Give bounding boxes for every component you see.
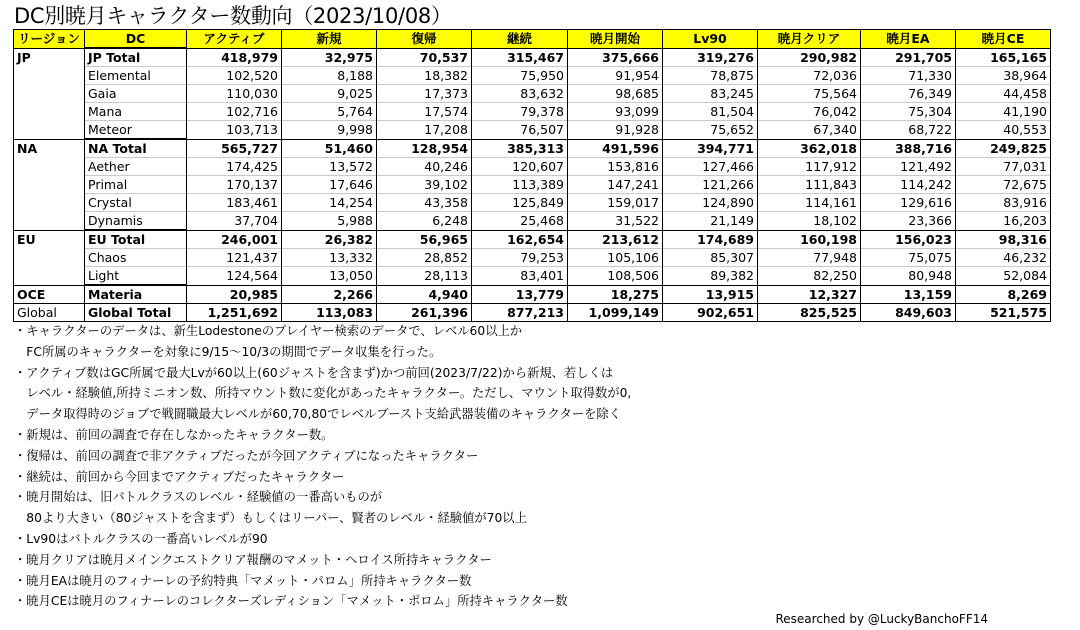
value-cell: 261,396 xyxy=(377,304,472,322)
dc-cell: NA Total xyxy=(85,139,187,158)
table-row xyxy=(14,158,1051,176)
table-row xyxy=(14,48,1051,67)
note-line: ・暁月EAは暁月のフィナーレの予約特典「マメット・パロム」所持キャラクター数 xyxy=(14,573,472,588)
dc-cell: Crystal xyxy=(85,194,187,212)
table-row xyxy=(14,212,1051,231)
value-cell: 113,389 xyxy=(472,176,568,194)
value-cell: 162,654 xyxy=(472,230,568,249)
note-line: ・キャラクターのデータは、新生Lodestoneのプレイヤー検索のデータで、レベル60以上か xyxy=(14,324,523,338)
value-cell: 18,102 xyxy=(758,212,861,231)
value-cell: 174,425 xyxy=(187,158,282,176)
value-cell: 79,378 xyxy=(472,103,568,121)
value-cell: 13,915 xyxy=(663,285,758,304)
value-cell: 12,327 xyxy=(758,285,861,304)
value-cell: 13,050 xyxy=(282,267,377,286)
region-cell: NA xyxy=(14,139,85,158)
dc-cell: Aether xyxy=(85,158,187,176)
value-cell: 68,722 xyxy=(861,121,956,140)
value-cell: 76,507 xyxy=(472,121,568,140)
value-cell: 13,572 xyxy=(282,158,377,176)
value-cell: 37,704 xyxy=(187,212,282,231)
value-cell: 127,466 xyxy=(663,158,758,176)
column-header: Lv90 xyxy=(663,30,758,49)
value-cell: 5,988 xyxy=(282,212,377,231)
value-cell: 76,042 xyxy=(758,103,861,121)
value-cell: 17,646 xyxy=(282,176,377,194)
region-cell xyxy=(14,194,85,212)
value-cell: 89,382 xyxy=(663,267,758,286)
value-cell: 13,159 xyxy=(861,285,956,304)
value-cell: 18,275 xyxy=(568,285,663,304)
table-header-row xyxy=(14,30,1051,49)
note-line: ・暁月開始は、旧バトルクラスのレベル・経験値の一番高いものが xyxy=(14,490,383,505)
column-header: リージョン xyxy=(14,30,85,49)
table-row xyxy=(14,230,1051,249)
value-cell: 362,018 xyxy=(758,139,861,158)
value-cell: 418,979 xyxy=(187,48,282,67)
value-cell: 83,916 xyxy=(956,194,1051,212)
value-cell: 103,713 xyxy=(187,121,282,140)
value-cell: 825,525 xyxy=(758,304,861,322)
column-header: アクティブ xyxy=(187,30,282,49)
value-cell: 159,017 xyxy=(568,194,663,212)
table-row xyxy=(14,194,1051,212)
value-cell: 91,928 xyxy=(568,121,663,140)
column-header: 暁月CE xyxy=(956,30,1051,49)
value-cell: 39,102 xyxy=(377,176,472,194)
dc-cell: Global Total xyxy=(85,304,187,322)
column-header: DC xyxy=(85,30,187,49)
dc-cell: Materia xyxy=(85,285,187,304)
value-cell: 93,099 xyxy=(568,103,663,121)
value-cell: 102,520 xyxy=(187,67,282,85)
value-cell: 91,954 xyxy=(568,67,663,85)
value-cell: 521,575 xyxy=(956,304,1051,322)
column-header: 復帰 xyxy=(377,30,472,49)
value-cell: 56,965 xyxy=(377,230,472,249)
value-cell: 290,982 xyxy=(758,48,861,67)
value-cell: 31,522 xyxy=(568,212,663,231)
value-cell: 17,208 xyxy=(377,121,472,140)
value-cell: 20,985 xyxy=(187,285,282,304)
region-cell: EU xyxy=(14,230,85,249)
value-cell: 319,276 xyxy=(663,48,758,67)
value-cell: 385,313 xyxy=(472,139,568,158)
value-cell: 6,248 xyxy=(377,212,472,231)
value-cell: 902,651 xyxy=(663,304,758,322)
table-row xyxy=(14,121,1051,140)
column-header: 継続 xyxy=(472,30,568,49)
table-row xyxy=(14,285,1051,304)
value-cell: 98,316 xyxy=(956,230,1051,249)
value-cell: 291,705 xyxy=(861,48,956,67)
dc-cell: Primal xyxy=(85,176,187,194)
region-cell: OCE xyxy=(14,285,85,304)
page-title: DC別暁月キャラクター数動向（2023/10/08） xyxy=(14,4,452,28)
column-header: 暁月クリア xyxy=(758,30,861,49)
value-cell: 75,304 xyxy=(861,103,956,121)
value-cell: 110,030 xyxy=(187,85,282,103)
note-line: ・復帰は、前回の調査で非アクティブだったが今回アクティブになったキャラクター xyxy=(14,448,479,463)
dc-character-table xyxy=(13,29,1051,322)
note-line: 80より大きい（80ジャストを含まず）もしくはリーパー、賢者のレベル・経験値が70以上 xyxy=(14,511,527,526)
value-cell: 46,232 xyxy=(956,249,1051,267)
value-cell: 114,161 xyxy=(758,194,861,212)
note-line: ・継続は、前回から今回までアクティブだったキャラクター xyxy=(14,469,345,484)
value-cell: 9,998 xyxy=(282,121,377,140)
value-cell: 75,564 xyxy=(758,85,861,103)
value-cell: 121,492 xyxy=(861,158,956,176)
value-cell: 21,149 xyxy=(663,212,758,231)
value-cell: 78,875 xyxy=(663,67,758,85)
region-cell xyxy=(14,85,85,103)
dc-cell: Meteor xyxy=(85,121,187,140)
value-cell: 183,461 xyxy=(187,194,282,212)
note-line: ・暁月CEは暁月のフィナーレのコレクターズレディション「マメット・ポロム」所持キャラクター数 xyxy=(14,594,568,609)
value-cell: 80,948 xyxy=(861,267,956,286)
region-cell xyxy=(14,103,85,121)
value-cell: 117,912 xyxy=(758,158,861,176)
value-cell: 18,382 xyxy=(377,67,472,85)
value-cell: 2,266 xyxy=(282,285,377,304)
value-cell: 25,468 xyxy=(472,212,568,231)
value-cell: 85,307 xyxy=(663,249,758,267)
dc-cell: Gaia xyxy=(85,85,187,103)
column-header: 暁月開始 xyxy=(568,30,663,49)
value-cell: 113,083 xyxy=(282,304,377,322)
value-cell: 165,165 xyxy=(956,48,1051,67)
value-cell: 76,349 xyxy=(861,85,956,103)
value-cell: 72,675 xyxy=(956,176,1051,194)
dc-cell: EU Total xyxy=(85,230,187,249)
value-cell: 13,779 xyxy=(472,285,568,304)
value-cell: 17,574 xyxy=(377,103,472,121)
note-line: データ取得時のジョブで戦闘職最大レベルが60,70,80でレベルブースト支給武器装備のキャラクターを除く xyxy=(14,407,622,422)
value-cell: 246,001 xyxy=(187,230,282,249)
value-cell: 41,190 xyxy=(956,103,1051,121)
region-cell xyxy=(14,267,85,286)
value-cell: 28,113 xyxy=(377,267,472,286)
table-row xyxy=(14,85,1051,103)
value-cell: 72,036 xyxy=(758,67,861,85)
value-cell: 125,849 xyxy=(472,194,568,212)
table-row xyxy=(14,67,1051,85)
table-row xyxy=(14,249,1051,267)
value-cell: 129,616 xyxy=(861,194,956,212)
value-cell: 108,506 xyxy=(568,267,663,286)
value-cell: 8,269 xyxy=(956,285,1051,304)
value-cell: 75,950 xyxy=(472,67,568,85)
note-line: ・新規は、前回の調査で存在しなかったキャラクター数。 xyxy=(14,427,334,442)
value-cell: 565,727 xyxy=(187,139,282,158)
value-cell: 114,242 xyxy=(861,176,956,194)
value-cell: 40,553 xyxy=(956,121,1051,140)
dc-cell: Light xyxy=(85,267,187,286)
value-cell: 67,340 xyxy=(758,121,861,140)
value-cell: 23,366 xyxy=(861,212,956,231)
note-line: ・暁月クリアは暁月メインクエストクリア報酬のマメット・ヘロイス所持キャラクター xyxy=(14,552,492,567)
value-cell: 51,460 xyxy=(282,139,377,158)
note-line: ・アクティブ数はGC所属で最大Lvが60以上(60ジャストを含まず)かつ前回(2023/7/22)から新規、若しくは xyxy=(14,365,614,380)
value-cell: 877,213 xyxy=(472,304,568,322)
value-cell: 153,816 xyxy=(568,158,663,176)
table-row xyxy=(14,304,1051,322)
value-cell: 111,843 xyxy=(758,176,861,194)
value-cell: 14,254 xyxy=(282,194,377,212)
dc-cell: Elemental xyxy=(85,67,187,85)
credit-text: Researched by @LuckyBanchoFF14 xyxy=(775,612,988,626)
value-cell: 28,852 xyxy=(377,249,472,267)
region-cell: Global xyxy=(14,304,85,322)
value-cell: 105,106 xyxy=(568,249,663,267)
value-cell: 17,373 xyxy=(377,85,472,103)
value-cell: 32,975 xyxy=(282,48,377,67)
note-line: ・Lv90はバトルクラスの一番高いレベルが90 xyxy=(14,531,268,546)
value-cell: 156,023 xyxy=(861,230,956,249)
note-line: FC所属のキャラクターを対象に9/15～10/3の期間でデータ収集を行った。 xyxy=(14,344,442,359)
value-cell: 491,596 xyxy=(568,139,663,158)
value-cell: 82,250 xyxy=(758,267,861,286)
value-cell: 121,437 xyxy=(187,249,282,267)
notes-section xyxy=(14,321,1064,612)
column-header: 新規 xyxy=(282,30,377,49)
column-header: 暁月EA xyxy=(861,30,956,49)
dc-cell: JP Total xyxy=(85,48,187,67)
value-cell: 213,612 xyxy=(568,230,663,249)
value-cell: 120,607 xyxy=(472,158,568,176)
value-cell: 26,382 xyxy=(282,230,377,249)
value-cell: 83,401 xyxy=(472,267,568,286)
value-cell: 44,458 xyxy=(956,85,1051,103)
table-row xyxy=(14,267,1051,286)
value-cell: 70,537 xyxy=(377,48,472,67)
value-cell: 52,084 xyxy=(956,267,1051,286)
value-cell: 38,964 xyxy=(956,67,1051,85)
region-cell: JP xyxy=(14,48,85,67)
region-cell xyxy=(14,121,85,140)
value-cell: 81,504 xyxy=(663,103,758,121)
value-cell: 79,253 xyxy=(472,249,568,267)
region-cell xyxy=(14,158,85,176)
value-cell: 249,825 xyxy=(956,139,1051,158)
value-cell: 98,685 xyxy=(568,85,663,103)
dc-cell: Chaos xyxy=(85,249,187,267)
region-cell xyxy=(14,249,85,267)
value-cell: 13,332 xyxy=(282,249,377,267)
value-cell: 849,603 xyxy=(861,304,956,322)
value-cell: 71,330 xyxy=(861,67,956,85)
dc-cell: Dynamis xyxy=(85,212,187,231)
value-cell: 83,632 xyxy=(472,85,568,103)
value-cell: 8,188 xyxy=(282,67,377,85)
region-cell xyxy=(14,67,85,85)
value-cell: 128,954 xyxy=(377,139,472,158)
value-cell: 102,716 xyxy=(187,103,282,121)
dc-cell: Mana xyxy=(85,103,187,121)
note-line: レベル・経験値,所持ミニオン数、所持マウント数に変化があったキャラクター。ただし、マウント取得数が0, xyxy=(14,386,632,401)
value-cell: 375,666 xyxy=(568,48,663,67)
table-row xyxy=(14,176,1051,194)
table-row xyxy=(14,103,1051,121)
value-cell: 40,246 xyxy=(377,158,472,176)
value-cell: 121,266 xyxy=(663,176,758,194)
value-cell: 83,245 xyxy=(663,85,758,103)
value-cell: 77,948 xyxy=(758,249,861,267)
value-cell: 5,764 xyxy=(282,103,377,121)
value-cell: 1,099,149 xyxy=(568,304,663,322)
value-cell: 394,771 xyxy=(663,139,758,158)
value-cell: 1,251,692 xyxy=(187,304,282,322)
value-cell: 160,198 xyxy=(758,230,861,249)
region-cell xyxy=(14,176,85,194)
value-cell: 77,031 xyxy=(956,158,1051,176)
value-cell: 43,358 xyxy=(377,194,472,212)
value-cell: 174,689 xyxy=(663,230,758,249)
value-cell: 170,137 xyxy=(187,176,282,194)
value-cell: 16,203 xyxy=(956,212,1051,231)
region-cell xyxy=(14,212,85,231)
value-cell: 75,652 xyxy=(663,121,758,140)
table-row xyxy=(14,139,1051,158)
value-cell: 4,940 xyxy=(377,285,472,304)
value-cell: 315,467 xyxy=(472,48,568,67)
value-cell: 9,025 xyxy=(282,85,377,103)
value-cell: 124,890 xyxy=(663,194,758,212)
value-cell: 147,241 xyxy=(568,176,663,194)
value-cell: 388,716 xyxy=(861,139,956,158)
value-cell: 75,075 xyxy=(861,249,956,267)
value-cell: 124,564 xyxy=(187,267,282,286)
